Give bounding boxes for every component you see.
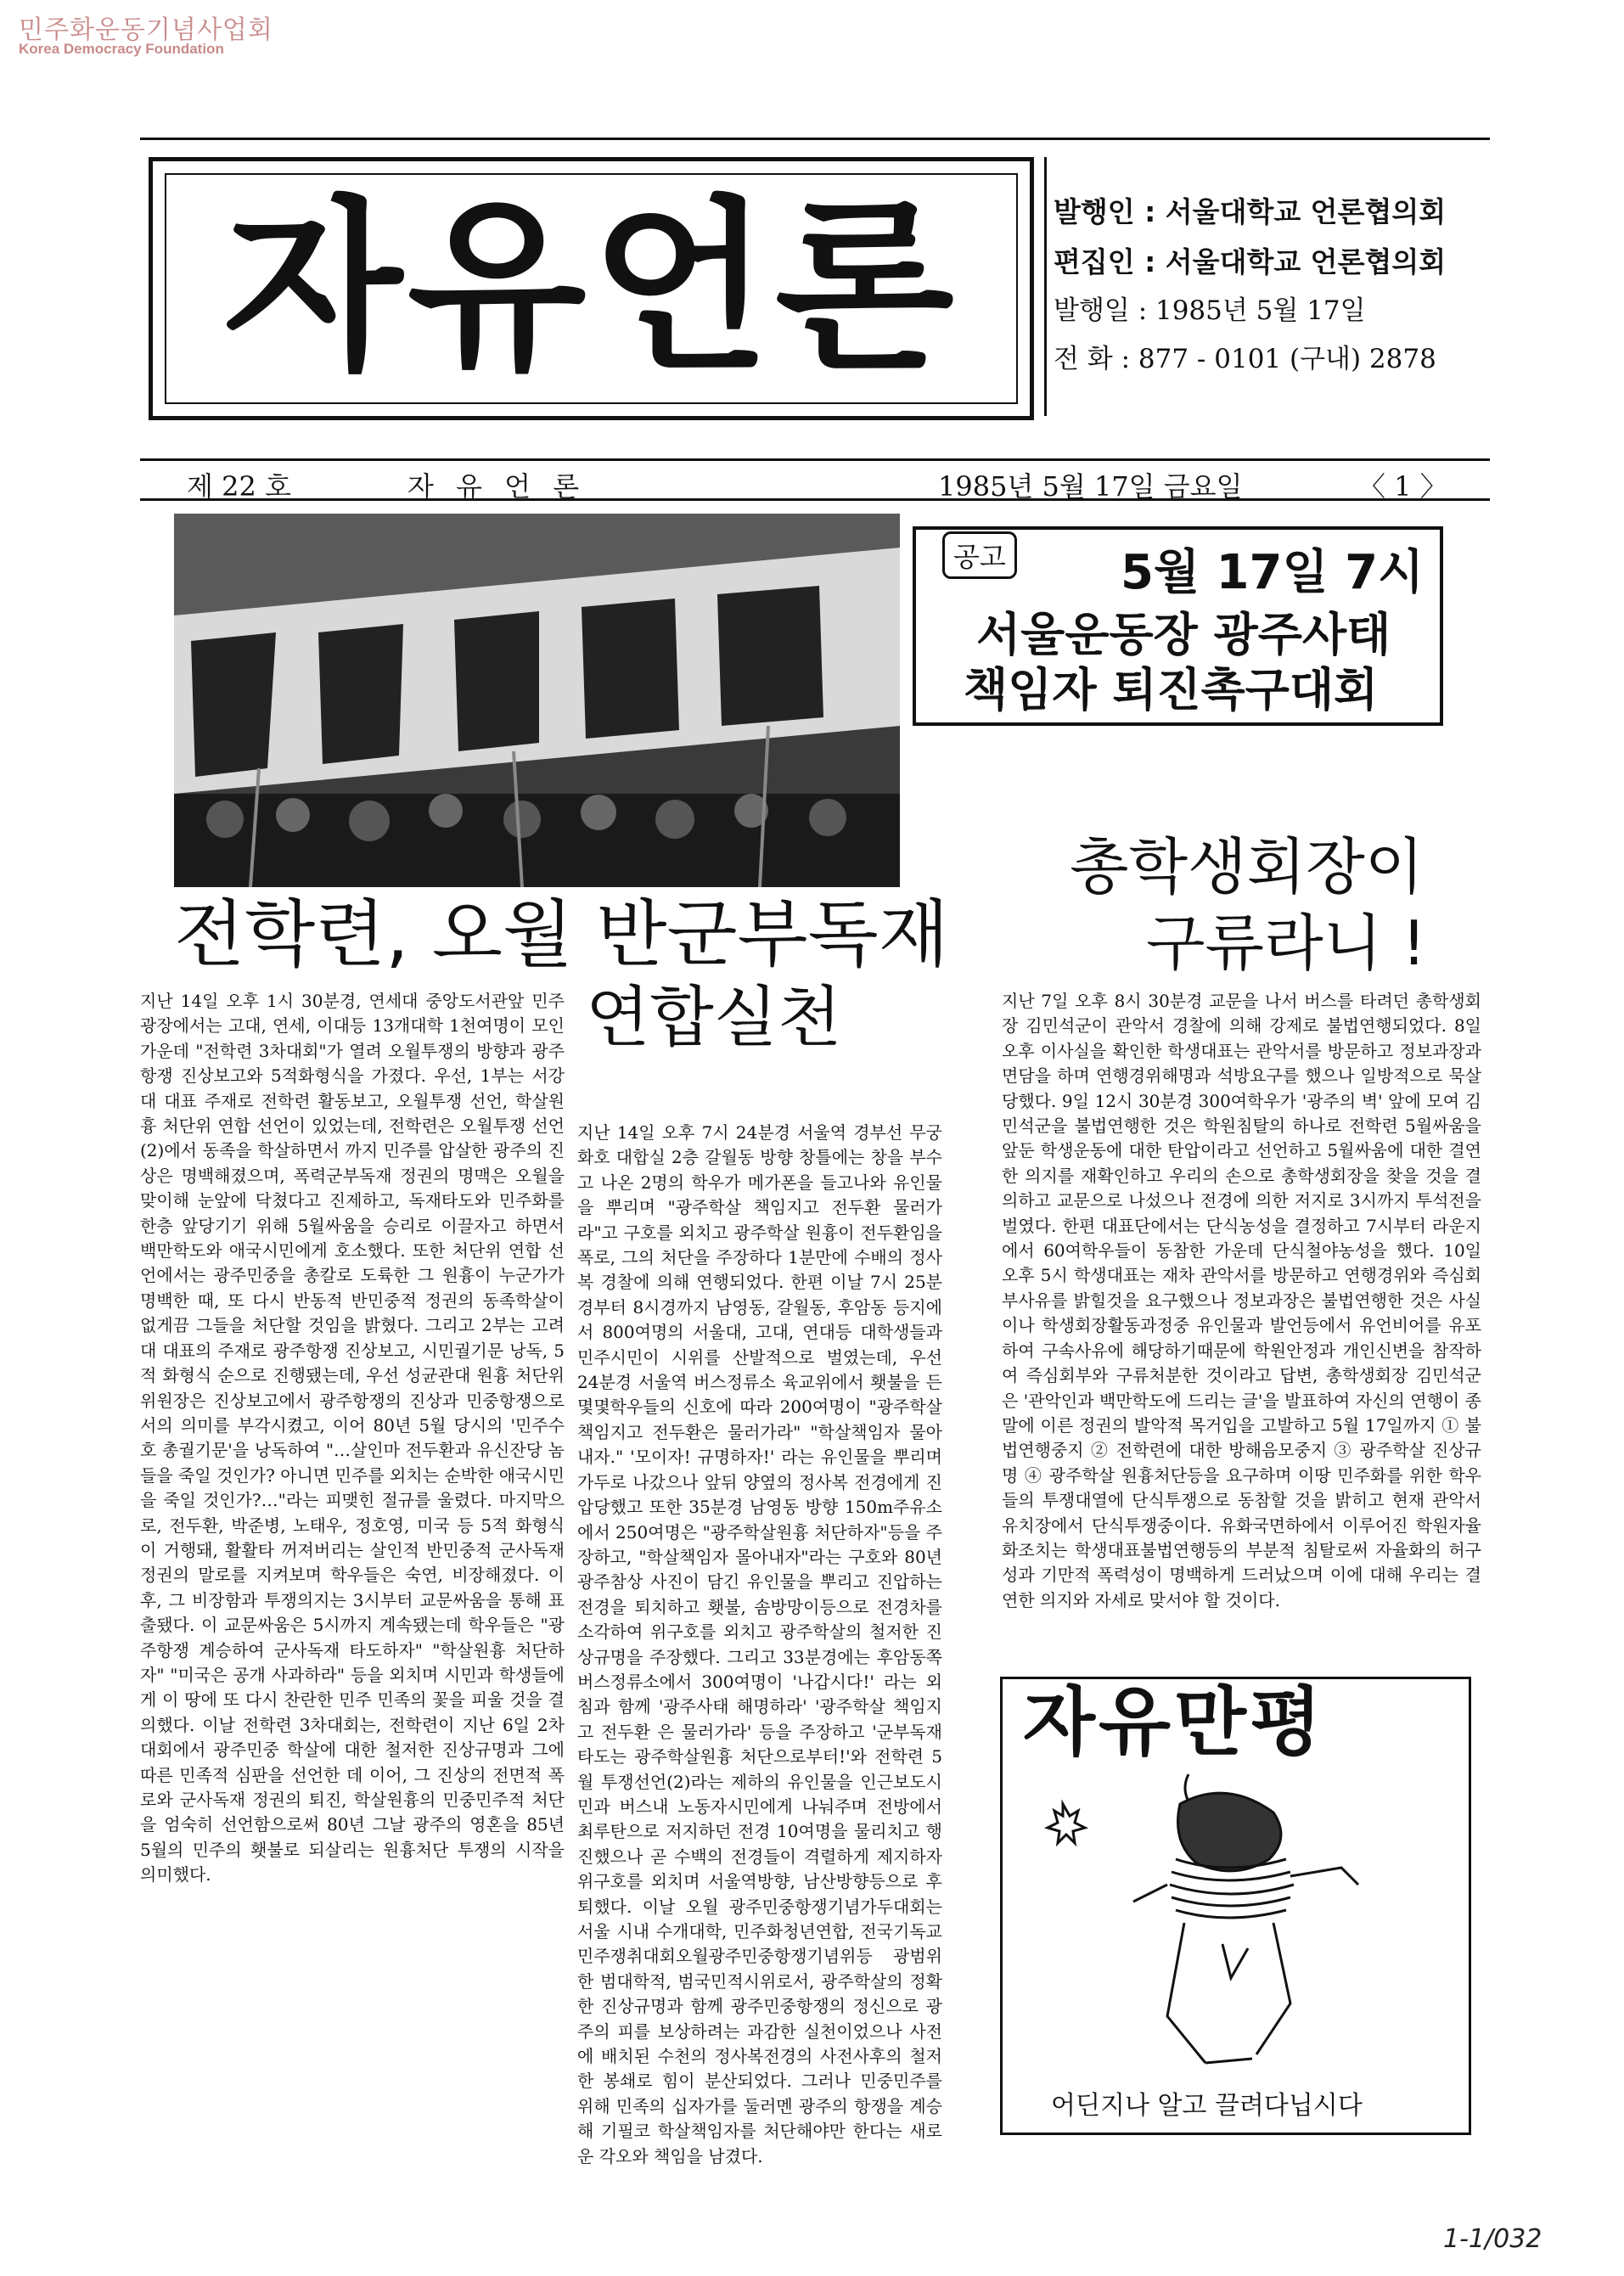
article-right-body: 지난 7일 오후 8시 30분경 교문을 나서 버스를 타려던 총학생회장 김민석군이 관악서 경찰에 의해 강제로 불법연행되었다. 8일 오후 이사실을 확인한 학생대표는 관악서를 방문하고 정보과장과 면담을 하며 연행경위해명과 석방요구를 했으나 일방적으로 묵살당했다. 9일 12시 30분경 300여학우가 '광주의 벽' 앞에 모여 김민석군을 불법연행한 것은 학원침탈의 하나로 전학련 5월싸움을 앞둔 학생운동에 대한 탄압이라고 선언하고 5월싸움에 대한 결연한 의지를 재확인하고 우리의 손으로 총학생회장을 찾을 것을 결의하고 교문으로 나섰으나 전경에 의한 저지로 3시까지 투석전을 벌였다. 한편 대표단에서는 단식농성을 결정하고 7시부터 라운지에서 60여학우들이 동참한 가운데 단식철야농성을 했다. 10일 오후 5시 학생대표는 재차 관악서를 방문하고 연행경위와 즉심회부사유를 밝힐것을 요구했으나 정보과장은 불법연행한 것은 사실이나 학생회장활동과정중 유인물과 발언등에서 유언비어를 유포하여 구속사유에 해당하기때문에 학원안정과 개인신변을 참작하여 즉심회부와 구류처분한 것이라고 답변, 총학생회장 김민석군은 '관악인과 백만학도에 드리는 글'을 발표하여 자신의 연행이 종말에 이른 정권의 발악적 목거입을 고발하고 5월 17일까지 ① 불법연행중지 ② 전학련에 대한 방해음모중지 ③ 광주학살 진상규명 ④ 광주학살 원흉처단등을 요구하며 이땅 민주화를 위한 학우들의 투쟁대열에 단식투쟁으로 동참할 것을 밝히고 현재 관악서 유치장에서 단식투쟁중이다. 유화국면하에서 이루어진 학원자율화조치는 학생대표불법연행등의 부분적 침탈로써 자율화의 허구성과 기만적 폭력성이 명백하게 드러났으며 이에 대해 우리는 결연한 의지와 자세로 맞서야 할 것이다. <box>1002 991 1481 1610</box>
masthead-title: 자유언론 <box>223 181 959 396</box>
cartoon-drawing <box>1010 1766 1452 2071</box>
issue-number: 제 22 호 <box>187 470 291 503</box>
right-headline-line-2: 구류라니 ! <box>1146 908 1426 979</box>
dateline-bar <box>140 458 1490 501</box>
dateline-date: 1985년 5월 17일 금요일 <box>938 470 1243 503</box>
main-headline-line-1: 전학련, 오월 반군부독재 <box>174 892 949 977</box>
protest-photo <box>174 514 900 887</box>
cartoon-illustration <box>1010 1766 1452 2071</box>
notice-line-1: 5월 17일 7시 <box>1121 545 1425 600</box>
watermark-korean: 민주화운동기념사업회 <box>19 15 273 45</box>
handwritten-archive-note: 1-1/032 <box>1443 2224 1543 2254</box>
phone-line: 전 화 : 877 - 0101 (구내) 2878 <box>1054 344 1436 374</box>
masthead-box <box>149 157 1034 420</box>
protest-photo-graphic <box>174 514 900 887</box>
main-headline-line-2: 연합실천 <box>586 980 842 1056</box>
publisher-line: 발행인 : 서울대학교 언론협의회 <box>1054 195 1447 228</box>
notice-label: 공고 <box>942 531 1017 579</box>
top-rule <box>140 138 1490 140</box>
editor-line: 편집인 : 서울대학교 언론협의회 <box>1054 245 1447 278</box>
masthead-inner-frame <box>165 173 1018 404</box>
cartoon-title: 자유만평 <box>1023 1678 1326 1766</box>
notice-line-2: 서울운동장 광주사태 <box>976 608 1391 661</box>
article-left-body: 지난 14일 오후 1시 30분경, 연세대 중앙도서관앞 민주광장에서는 고대, 연세, 이대등 13개대학 1천여명이 모인 가운데 "전학련 3차대회"가 열려 오월투쟁의 방향과 광주항쟁 진상보고와 5적화형식을 가졌다. 우선, 1부는 서강대 대표 주재로 전학련 활동보고, 오월투쟁 선언, 학살원흉 처단위 연합 선언이 있었는데, 전학련은 오월투쟁 선언(2)에서 동족을 학살하면서 까지 민주를 압살한 광주의 진상은 명백해졌으며, 폭력군부독재 정권의 명맥은 오월을 맞이해 눈앞에 닥쳤다고 진제하고, 독재타도와 민주화를 한층 앞당기기 위해 5월싸움을 승리로 이끌자고 하면서 백만학도와 애국시민에게 호소했다. 또한 처단위 연합 선언에서는 광주민중을 총칼로 도륙한 그 원흉이 누군가가 명백한 때, 또 다시 반동적 반민중적 정권의 동족학살이 없게끔 그들을 처단할 것임을 밝혔다. 그리고 2부는 고려대 대표의 주재로 광주항쟁 진상보고, 시민궐기문 낭독, 5적 화형식 순으로 진행됐는데, 우선 성균관대 원흉 처단위 위원장은 진상보고에서 광주항쟁의 진상과 민중항쟁으로서의 의미를 부각시켰고, 이어 80년 5월 당시의 '민주수호 총궐기문'을 낭독하여 "…살인마 전두환과 유신잔당 놈들을 죽일 것인가? 아니면 민주를 외치는 순박한 애국시민을 죽일 것인가?…"라는 피맺힌 절규를 울렸다. 마지막으로, 전두환, 박준병, 노태우, 정호영, 미국 등 5적 화형식이 거행돼, 활활타 꺼져버리는 살인적 반민중적 군사독재정권의 말로를 지켜보며 학우들은 숙연, 비장해졌다. 이후, 그 비장함과 투쟁의지는 3시부터 교문싸움을 통해 표출됐다. 이 교문싸움은 5시까지 계속됐는데 학우들은 "광주항쟁 계승하여 군사독재 타도하자" "학살원흉 처단하자" "미국은 공개 사과하라" 등을 외치며 시민과 학생들에게 이 땅에 또 다시 찬란한 민주 민족의 꽃을 피울 것을 결의했다. 이날 전학련 3차대회는, 전학련이 지난 6일 2차대회에서 광주민중 학살에 대한 철저한 진상규명과 그에 따른 민족적 심판을 선언한 데 이어, 그 진상의 전면적 폭로와 군사독재 정권의 퇴진, 학살원흉의 민중민주적 처단을 엄숙히 선언함으로써 80년 그날 광주의 영혼을 85년 5월의 민주의 횃불로 되살리는 원흉처단 투쟁의 시작을 의미했다. <box>140 991 565 1885</box>
cartoon-caption: 어딘지나 알고 끌려다닙시다 <box>1051 2091 1363 2121</box>
right-headline-line-1: 총학생회장이 <box>1070 831 1425 902</box>
page-number: 〈 1 〉 <box>1358 470 1447 503</box>
dateline-paper-name: 자 유 언 론 <box>407 470 587 503</box>
notice-line-3: 책임자 퇴진촉구대회 <box>964 663 1379 717</box>
publication-info <box>1044 157 1477 416</box>
watermark-english: Korea Democracy Foundation <box>19 41 224 57</box>
issue-date-line: 발행일 : 1985년 5월 17일 <box>1054 295 1366 326</box>
article-middle-body: 지난 14일 오후 7시 24분경 서울역 경부선 무궁화호 대합실 2층 갈월동 방향 창틀에는 창을 부수고 나온 2명의 학우가 메가폰을 들고나와 유인물을 뿌리며 "광주학살 책임지고 전두환 물러가라"고 구호를 외치고 광주학살 원흉이 전두환임을 폭로, 그의 처단을 주장하다 1분만에 수배의 정사복 경찰에 의해 연행되었다. 한편 이날 7시 25분경부터 8시경까지 남영동, 갈월동, 후암동 등지에서 800여명의 서울대, 고대, 연대등 대학생들과 민주시민이 시위를 산발적으로 벌였는데, 우선 24분경 서울역 버스정류소 육교위에서 횃불을 든 몇몇학우들의 신호에 따라 200여명이 "광주학살 책임지고 전두환은 물러가라" "학살책임자 물아내자." '모이자! 규명하자!' 라는 유인물을 뿌리며 가두로 나갔으나 앞뒤 양옆의 정사복 전경에게 진압당했고 또한 35분경 남영동 방향 150m주유소에서 250여명은 "광주학살원흉 처단하자"등을 주장하고, "학살책임자 몰아내자"라는 구호와 80년 광주참상 사진이 담긴 유인물을 뿌리고 진압하는 전경을 퇴치하고 횃불, 솜방망이등으로 전경차를 소각하여 위구호를 외치고 광주학살의 철저한 진상규명을 주장했다. 그리고 33분경에는 후암동쪽 버스정류소에서 300여명이 '나갑시다!' 라는 외침과 함께 '광주사태 해명하라' '광주학살 책임지고 전두환 은 물러가라' 등을 주장하고 '군부독재 타도는 광주학살원흉 처단으로부터!'와 전학련 5월 투쟁선언(2)라는 제하의 유인물을 인근보도시민과 버스내 노동자시민에게 나눠주며 전방에서 최루탄으로 저지하던 전경 10여명을 물리치고 행진했으나 곧 수백의 전경들이 격렬하게 제지하자 위구호를 외치며 서울역방향, 남산방향등으로 후퇴했다. 이날 오월 광주민중항쟁기념가두대회는 서울 시내 수개대학, 민주화청년연합, 전국기독교민주쟁취대회오월광주민중항쟁기념위등 광범위한 범대학적, 범국민적시위로서, 광주학살의 정확한 진상규명과 함께 광주민중항쟁의 정신으로 광주의 피를 보상하려는 과감한 실천이었으나 사전에 배치된 수천의 정사복전경의 사전사후의 철저한 봉쇄로 힘이 분산되었다. 그러나 민중민주를 위해 민족의 십자가를 둘러멘 광주의 항쟁을 계승해 기필코 학살책임자를 처단해야만 한다는 새로운 각오와 책임을 남겼다. <box>577 1122 942 2166</box>
